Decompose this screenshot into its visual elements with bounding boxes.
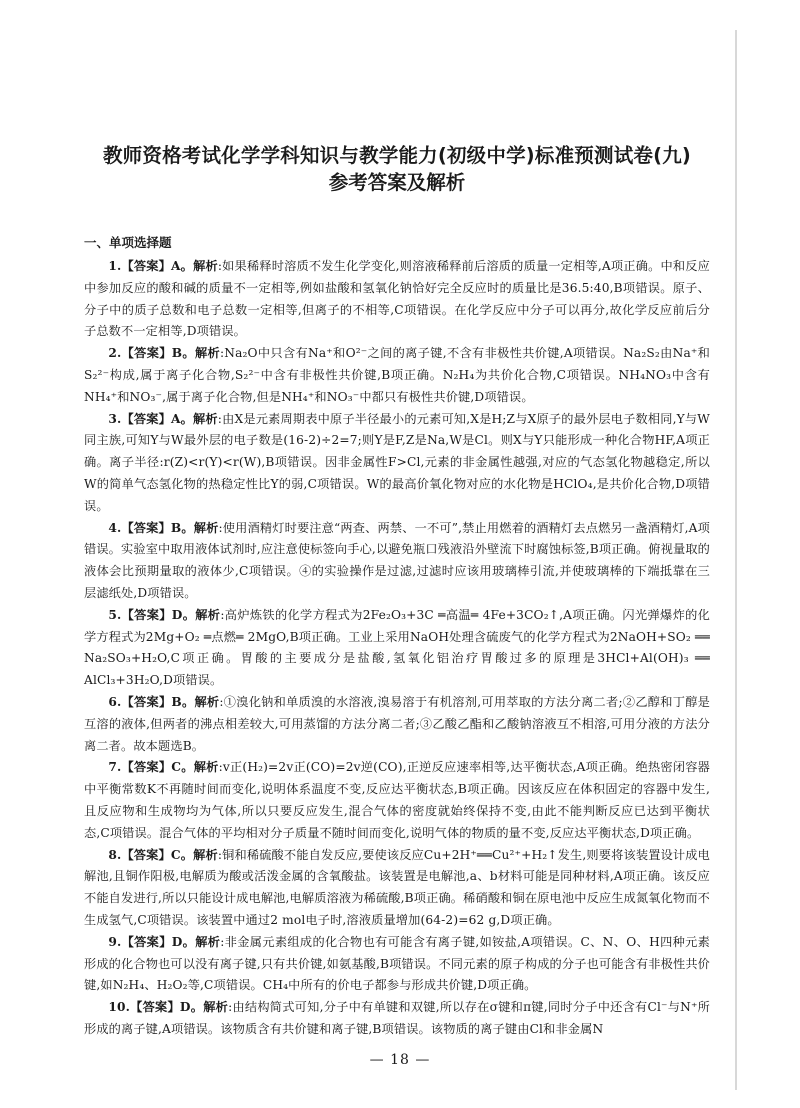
analysis-text: :铜和稀硫酸不能自发反应,要使该反应Cu+2H⁺══Cu²⁺+H₂↑发生,则要将该装置设计成电解池,且铜作阳极,电解质为酸或活泼金属的含氧酸盐。该装置是电解池,a、b材料可能是同种材料,A项正确。该反应不能自发进行,所以只能设计成电解池,电解质溶液为稀硫酸,B项正确。稀硝酸和铜在原电池中反应生成氮氧化物而不生成氢气,C项错误。该装置中通过2 mol电子时,溶液质量增加(64-2)=62 g,D项正确。 — [84, 847, 710, 927]
analysis-text: :由结构简式可知,分子中有单键和双键,所以存在σ键和π键,同时分子中还含有Cl⁻与N⁺所形成的离子键,A项错误。该物质含有共价键和离子键,B项错误。该物质的离子键由Cl和非金属N — [84, 1000, 710, 1036]
question-number: 4. — [108, 520, 122, 535]
analysis-label: 解析 — [195, 607, 221, 622]
answer-tag: 【答案】D。 — [130, 1000, 204, 1015]
section-heading: 一、单项选择题 — [84, 235, 172, 250]
question-item — [84, 343, 710, 408]
question-number: 1. — [108, 259, 122, 273]
answer-tag: 【答案】C。 — [121, 847, 194, 862]
analysis-label: 解析 — [203, 1000, 229, 1015]
analysis-label: 解析 — [193, 411, 218, 426]
analysis-text: :如果稀释时溶质不发生化学变化,则溶液稀释前后溶质的质量一定相等,A项正确。中和反应中参加反应的酸和碱的质量不一定相等,例如盐酸和氢氧化钠恰好完全反应时的质量比是36.5:40,B项错误。原子、分子中的质子总数和电子总数一定相等,但离子的不相等,C项错误。在化学反应中分子可以再分,故化学反应前后分子总数不一定相等,D项错误。 — [84, 259, 710, 339]
question-number: 7. — [108, 760, 122, 775]
question-item — [84, 757, 710, 844]
analysis-label: 解析 — [194, 694, 220, 709]
answer-tag: 【答案】B。 — [121, 694, 195, 709]
answer-tag: 【答案】A。 — [121, 259, 194, 273]
question-list — [84, 256, 710, 1041]
analysis-label: 解析 — [195, 934, 221, 949]
question-number: 2. — [108, 346, 122, 361]
analysis-label: 解析 — [193, 760, 219, 775]
question-item — [84, 997, 710, 1041]
question-number: 10. — [108, 1000, 131, 1015]
question-item — [84, 256, 710, 343]
answer-tag: 【答案】D。 — [121, 607, 196, 622]
analysis-label: 解析 — [193, 520, 219, 535]
document-body — [84, 142, 710, 1041]
analysis-label: 解析 — [193, 259, 218, 273]
document-subtitle: 参考答案及解析 — [328, 171, 466, 194]
question-number: 8. — [108, 847, 122, 862]
answer-tag: 【答案】B。 — [121, 520, 194, 535]
analysis-text: :高炉炼铁的化学方程式为2Fe₂O₃+3C ═高温═ 4Fe+3CO₂↑,A项正确。闪光弹爆炸的化学方程式为2Mg+O₂ ═点燃═ 2MgO,B项正确。工业上采用NaOH处理含硫废气的化学方程式为2NaOH+SO₂ ══ Na₂SO₃+H₂O,C项正确。胃酸的主要成分是盐酸,氢氧化铝治疗胃酸过多的原理是3HCl+Al(OH)₃ ══ AlCl₃+3H₂O,D项错误。 — [84, 607, 711, 688]
answer-tag: 【答案】D。 — [121, 934, 196, 949]
answer-tag: 【答案】A。 — [121, 411, 194, 426]
question-number: 3. — [108, 411, 122, 426]
analysis-text: :非金属元素组成的化合物也有可能含有离子键,如铵盐,A项错误。C、N、O、H四种元素形成的化合物也可以没有离子键,只有共价键,如氨基酸,B项错误。不同元素的原子构成的分子也可能含有非极性共价键,如N₂H₄、H₂O₂等,C项错误。CH₄中所有的价电子都参与形成共价键,D项正确。 — [84, 934, 711, 993]
analysis-label: 解析 — [193, 847, 218, 862]
answer-tag: 【答案】B。 — [121, 346, 195, 361]
answer-tag: 【答案】C。 — [121, 760, 194, 775]
question-number: 5. — [108, 607, 122, 622]
question-item — [84, 932, 710, 997]
analysis-text: :使用酒精灯时要注意“两查、两禁、一不可”,禁止用燃着的酒精灯去点燃另一盏酒精灯,A项错误。实验室中取用液体试剂时,应注意使标签向手心,以避免瓶口残液沿外壁流下时腐蚀标签,B项正确。俯视量取的液体会比预期量取的液体少,C项错误。④的实验操作是过滤,过滤时应该用玻璃棒引流,并使玻璃棒的下端抵靠在三层滤纸处,D项错误。 — [84, 520, 710, 600]
question-item — [84, 409, 710, 518]
question-item — [84, 605, 710, 692]
page-number: — 18 — — [369, 1052, 431, 1068]
document-title: 教师资格考试化学学科知识与教学能力(初级中学)标准预测试卷(九) — [102, 144, 692, 167]
analysis-text: :①溴化钠和单质溴的水溶液,溴易溶于有机溶剂,可用萃取的方法分离二者;②乙醇和丁醇是互溶的液体,但两者的沸点相差较大,可用蒸馏的方法分离二者;③乙酸乙酯和乙酸钠溶液互不相溶,可用分液的方法分离二者。故本题选B。 — [84, 694, 710, 753]
analysis-text: :由X是元素周期表中原子半径最小的元素可知,X是H;Z与X原子的最外层电子数相同,Y与W同主族,可知Y与W最外层的电子数是(16-2)÷2=7;则Y是F,Z是Na,W是Cl。则X与Y只能形成一种化合物HF,A项正确。离子半径:r(Z)<r(Y)<r(W),B项错误。因非金属性F>Cl,元素的非金属性越强,对应的气态氢化物越稳定,所以W的简单气态氢化物的热稳定性比Y的弱,C项错误。W的最高价氧化物对应的水化物是HClO₄,是共价化合物,D项错误。 — [84, 411, 710, 513]
question-number: 9. — [108, 934, 122, 949]
question-item — [84, 518, 710, 605]
question-item — [84, 692, 710, 757]
analysis-label: 解析 — [194, 346, 221, 361]
question-item — [84, 845, 710, 932]
question-number: 6. — [108, 694, 122, 709]
analysis-text: :v正(H₂)=2v正(CO)=2v逆(CO),正逆反应速率相等,达平衡状态,A项正确。绝热密闭容器中平衡常数K不再随时间而变化,说明体系温度不变,反应达平衡状态,B项正确。因该反应在体积固定的容器中发生,且反应物和生成物均为气体,所以只要反应发生,混合气体的密度就始终保持不变,由此不能判断反应已达到平衡状态,C项错误。混合气体的平均相对分子质量不随时间而变化,说明气体的物质的量不变,反应达平衡状态,D项正确。 — [84, 760, 710, 840]
analysis-text: :Na₂O中只含有Na⁺和O²⁻之间的离子键,不含有非极性共价键,A项错误。Na₂S₂由Na⁺和S₂²⁻构成,属于离子化合物,S₂²⁻中含有非极性共价键,B项正确。N₂H₄为共价化合物,C项错误。NH₄NO₃中含有NH₄⁺和NO₃⁻,属于离子化合物,但是NH₄⁺和NO₃⁻中都只有极性共价键,D项错误。 — [84, 346, 710, 404]
